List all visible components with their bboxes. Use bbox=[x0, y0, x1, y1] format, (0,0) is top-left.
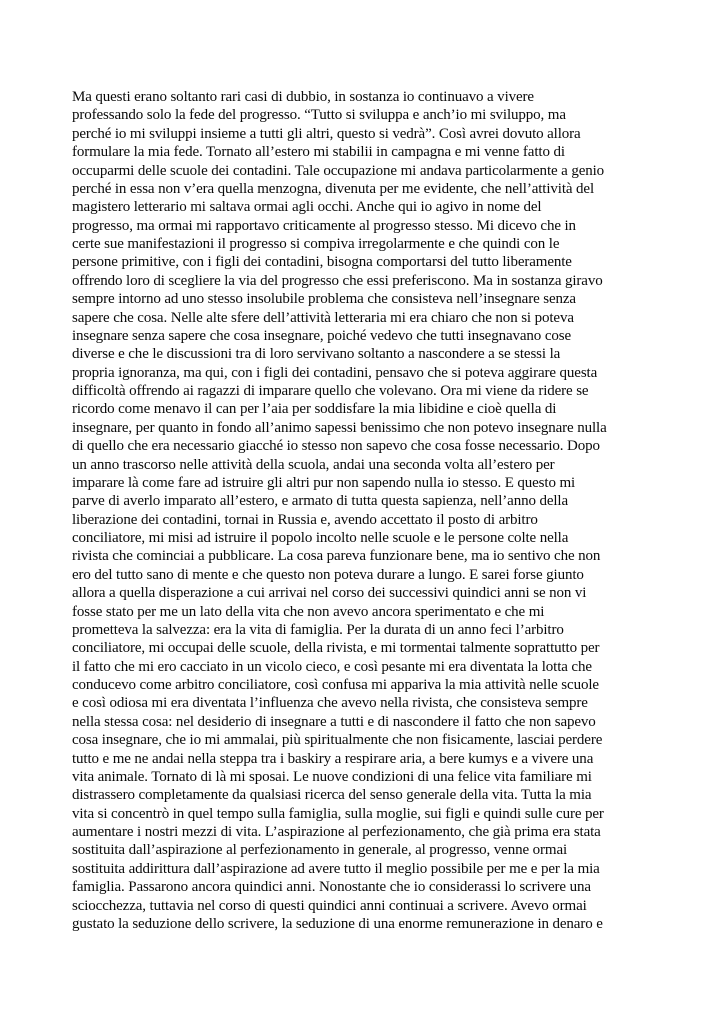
text-line: un anno trascorso nelle attività della scuola, andai una seconda volta all’estero per bbox=[72, 456, 555, 473]
text-line: perché in essa non v’era quella menzogna, divenuta per me evidente, che nell’attività del bbox=[72, 180, 595, 197]
text-line: conducevo come arbitro conciliatore, così confusa mi appariva la mia attività nelle scuole bbox=[72, 677, 599, 693]
text-line: diverse e che le discussioni tra di loro servivano soltanto a nascondere a se stessi la bbox=[72, 346, 561, 363]
text-line: Ma questi erano soltanto rari casi di dubbio, in sostanza io continuavo a vivere bbox=[72, 89, 534, 105]
text-line: gustato la seduzione dello scrivere, la seduzione di una enorme remunerazione in denaro e bbox=[72, 915, 603, 932]
text-line: sapere che cosa. Nelle alte sfere dell’attività letteraria mi era chiaro che non si poteva bbox=[72, 309, 574, 326]
text-line: magistero letterario mi saltava ormai agli occhi. Anche qui io agivo in nome del bbox=[72, 199, 542, 216]
text-line: vita si concentrò in quel tempo sulla famiglia, sulla moglie, sui figli e quindi sulle cure per bbox=[72, 805, 604, 822]
text-line: ricordo come menavo il can per l’aia per soddisfare la mia libidine e cioè quella di bbox=[72, 401, 557, 418]
text-line: sciocchezza, tuttavia nel corso di questi quindici anni continuai a scrivere. Avevo ormai bbox=[72, 897, 587, 914]
text-line: liberazione dei contadini, tornai in Russia e, avendo accettato il posto di arbitro bbox=[72, 511, 538, 528]
text-line: conciliatore, mi occupai delle scuole, della rivista, e mi tormentai talmente soprattutto per bbox=[72, 640, 600, 657]
text-line: fosse stato per me un lato della vita che non avevo ancora sperimentato e che mi bbox=[72, 603, 545, 620]
text-line: occuparmi delle scuole dei contadini. Tale occupazione mi andava particolarmente a genio bbox=[72, 162, 605, 179]
text-line: sempre intorno ad uno stesso insolubile problema che consisteva nell’insegnare senza bbox=[72, 291, 576, 308]
text-line: imparare là come fare ad istruire gli altri pur non sapendo nulla io stesso. E questo mi bbox=[72, 474, 576, 491]
text-line: prometteva la salvezza: era la vita di famiglia. Per la durata di un anno feci l’arbitro bbox=[72, 621, 564, 638]
text-line: perché io mi sviluppi insieme a tutti gli altri, questo si vedrà”. Così avrei dovuto allora bbox=[72, 125, 581, 142]
text-line: sostituita dall’aspirazione al perfezionamento in generale, al progresso, venne ormai bbox=[72, 842, 568, 859]
text-line: progresso, ma ormai mi rapportavo criticamente al progresso stesso. Mi dicevo che in bbox=[72, 217, 576, 234]
text-line: insegnare, per quanto in fondo all’animo sapessi benissimo che non potevo insegnare nulla bbox=[72, 419, 607, 436]
text-line: conciliatore, mi misi ad istruire il popolo incolto nelle scuole e le persone colte nella bbox=[72, 530, 569, 546]
text-line: formulare la mia fede. Tornato all’estero mi stabilii in campagna e mi venne fatto di bbox=[72, 144, 565, 161]
text-line: propria ignoranza, ma qui, con i figli dei contadini, pensavo che si poteva aggirare questa bbox=[72, 364, 598, 381]
text-line: offrendo loro di scegliere la via del progresso che essi preferiscono. Ma in sostanza giravo bbox=[72, 272, 603, 289]
text-line: professando solo la fede del progresso. “Tutto si sviluppa e anch’io mi sviluppo, ma bbox=[72, 107, 566, 124]
text-line: rivista che cominciai a pubblicare. La cosa pareva funzionare bene, ma io sentivo che non bbox=[72, 548, 601, 565]
text-line: vita animale. Tornato di là mi sposai. Le nuove condizioni di una felice vita familiare mi bbox=[72, 768, 592, 785]
text-line: allora a quella disperazione a cui arrivai nel corso dei successivi quindici anni se non vi bbox=[72, 585, 587, 602]
text-line: difficoltà offrendo ai ragazzi di imparare quello che volevano. Ora mi viene da ridere se bbox=[72, 383, 589, 399]
text-line: nella stessa cosa: nel desiderio di insegnare a tutti e di nascondere il fatto che non sapevo bbox=[72, 713, 596, 730]
text-line: insegnare senza sapere che cosa insegnare, poiché vedevo che tutti insegnavano cose bbox=[72, 327, 571, 344]
text-line: il fatto che mi ero cacciato in un vicolo cieco, e così pesante mi era diventata la lotta che bbox=[72, 658, 592, 675]
text-line: aumentare i nostri mezzi di vita. L’aspirazione al perfezionamento, che già prima era stata bbox=[72, 824, 601, 840]
text-line: certe sue manifestazioni il progresso si compiva irregolarmente e che quindi con le bbox=[72, 236, 560, 252]
text-line: di quello che era necessario giacché io stesso non sapevo che cosa fosse necessario. Dopo bbox=[72, 438, 600, 455]
body-text bbox=[72, 88, 656, 933]
text-line: persone primitive, con i figli dei contadini, bisogna comportarsi del tutto liberamente bbox=[72, 254, 572, 271]
text-line: parve di averlo imparato all’estero, e armato di tutta questa sapienza, nell’anno della bbox=[72, 493, 569, 510]
text-line: cosa insegnare, che io mi ammalai, più spiritualmente che non fisicamente, lasciai perdere bbox=[72, 732, 603, 749]
text-line: tutto e me ne andai nella steppa tra i baskiry a respirare aria, a bere kumys e a vivere una bbox=[72, 750, 594, 767]
text-line: e così odiosa mi era diventata l’influenza che avevo nella rivista, che consisteva sempre bbox=[72, 695, 588, 712]
text-line: famiglia. Passarono ancora quindici anni. Nonostante che io considerassi lo scrivere una bbox=[72, 879, 591, 896]
text-line: ero del tutto sano di mente e che questo non poteva durare a lungo. E sarei forse giunto bbox=[72, 566, 584, 583]
text-line: sostituita addirittura dall’aspirazione ad avere tutto il meglio possibile per me e per la mia bbox=[72, 860, 600, 877]
text-line: distrassero completamente da qualsiasi ricerca del senso generale della vita. Tutta la mia bbox=[72, 787, 592, 804]
